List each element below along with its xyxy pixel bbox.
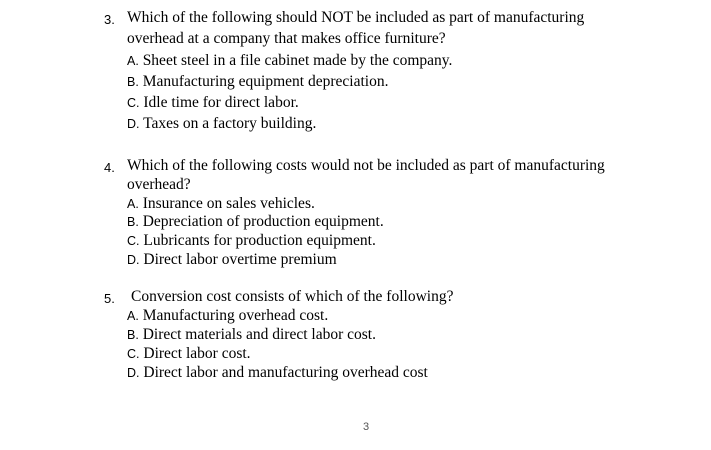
option-text: Lubricants for production equipment. xyxy=(139,232,376,249)
option-c xyxy=(127,94,299,112)
question-text-line: Which of the following costs would not be included as part of manufacturing xyxy=(127,157,605,174)
option-d xyxy=(127,251,337,269)
option-a xyxy=(127,195,315,213)
option-letter: C. xyxy=(127,234,140,248)
option-text: Direct labor and manufacturing overhead cost xyxy=(139,364,428,381)
option-text: Depreciation of production equipment. xyxy=(138,213,384,230)
question-text-line: overhead? xyxy=(127,176,191,193)
option-text: Insurance on sales vehicles. xyxy=(138,195,315,212)
question-text-line: Which of the following should NOT be included as part of manufacturing xyxy=(127,9,585,26)
option-a xyxy=(127,307,328,325)
option-a xyxy=(127,52,452,70)
option-letter: B. xyxy=(127,215,139,229)
option-letter: C. xyxy=(127,347,140,361)
option-letter: D. xyxy=(127,117,140,131)
option-text: Manufacturing equipment depreciation. xyxy=(138,73,389,90)
question-number: 5. xyxy=(104,291,115,306)
question-text-line: Conversion cost consists of which of the following? xyxy=(131,288,454,305)
option-b xyxy=(127,326,376,344)
option-text: Idle time for direct labor. xyxy=(139,94,299,111)
option-text: Direct labor overtime premium xyxy=(139,251,337,268)
option-b xyxy=(127,73,388,91)
option-text: Direct labor cost. xyxy=(139,345,251,362)
option-letter: B. xyxy=(127,75,139,89)
option-letter: A. xyxy=(127,197,139,211)
option-d xyxy=(127,364,428,382)
page-number: 3 xyxy=(363,421,370,433)
question-number: 3. xyxy=(104,12,115,27)
option-letter: D. xyxy=(127,253,140,267)
option-text: Manufacturing overhead cost. xyxy=(138,307,329,324)
question-text-line: overhead at a company that makes office furniture? xyxy=(127,30,446,47)
option-letter: D. xyxy=(127,366,140,380)
option-c xyxy=(127,345,251,363)
option-text: Direct materials and direct labor cost. xyxy=(138,326,376,343)
option-text: Taxes on a factory building. xyxy=(139,115,317,132)
option-d xyxy=(127,115,316,133)
option-letter: C. xyxy=(127,96,140,110)
option-letter: B. xyxy=(127,328,139,342)
option-text: Sheet steel in a file cabinet made by the company. xyxy=(138,52,453,69)
option-c xyxy=(127,232,376,250)
option-letter: A. xyxy=(127,309,139,323)
question-number: 4. xyxy=(104,160,115,175)
option-letter: A. xyxy=(127,54,139,68)
option-b xyxy=(127,213,384,231)
